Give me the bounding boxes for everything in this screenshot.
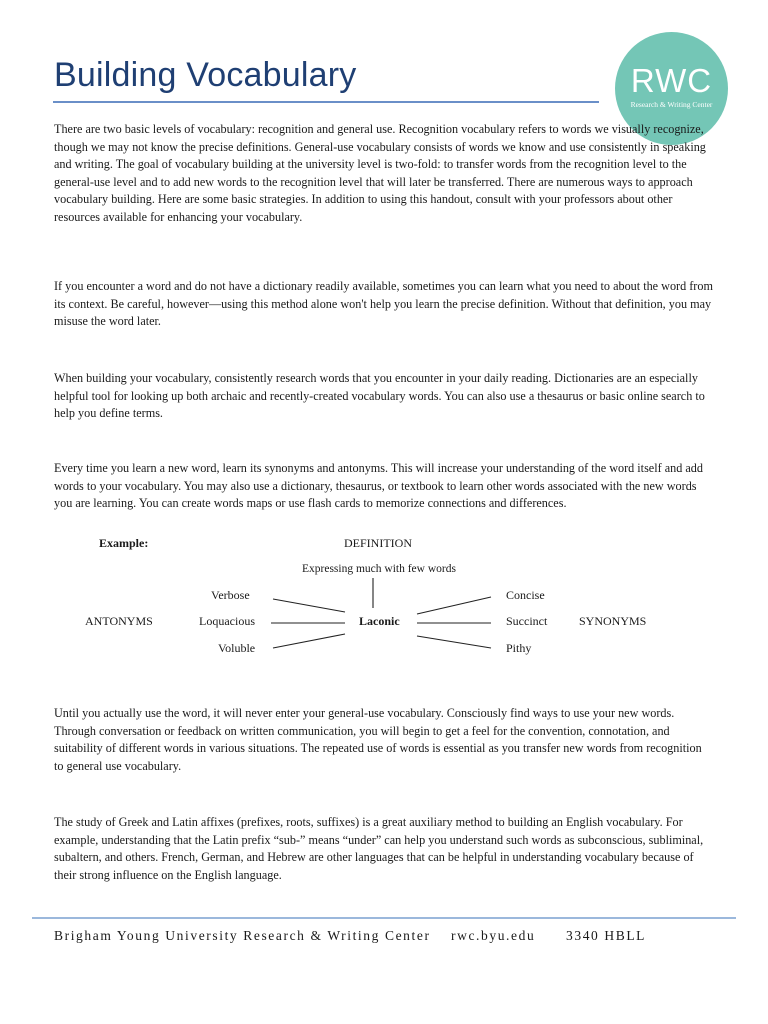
- synonym-connector: [417, 597, 491, 614]
- logo-subtitle: Research & Writing Center: [630, 100, 713, 109]
- word-map-diagram: [0, 530, 768, 660]
- title-underline: [53, 101, 599, 103]
- footer-location: 3340 HBLL: [566, 928, 647, 943]
- synonym-word: Pithy: [506, 641, 532, 655]
- logo-mark: RWC: [630, 62, 713, 99]
- antonym-word: Loquacious: [199, 614, 255, 628]
- definition-label: DEFINITION: [344, 536, 412, 550]
- footer-rule: [32, 917, 736, 919]
- page-title: Building Vocabulary: [54, 56, 357, 94]
- antonym-word: Verbose: [211, 588, 250, 602]
- synonym-word: Succinct: [506, 614, 548, 628]
- affixes-paragraph: The study of Greek and Latin affixes (prefixes, roots, suffixes) is a great auxiliary method to building an English vocabulary. For example, understanding that the Latin prefix “sub-” means “under” can help you understand such words as subconscious, subliminal, subaltern, and others. French, German, and Hebrew are other languages that can be helpful in understanding vocabulary because of their strong influence on the English language.: [54, 815, 704, 882]
- synonym-connector: [417, 636, 491, 648]
- synonyms-label: SYNONYMS: [579, 614, 647, 628]
- antonym-connector: [273, 599, 345, 612]
- antonym-connector: [273, 634, 345, 648]
- research-paragraph: When building your vocabulary, consistently research words that you encounter in your daily reading. Dictionaries are an especially helpful tool for looking up both archaic and recently-created vocabulary words. You can also use a thesaurus or basic online search to help you define terms.: [54, 371, 705, 420]
- definition-text: Expressing much with few words: [302, 563, 456, 575]
- footer-url: rwc.byu.edu: [451, 928, 536, 943]
- example-label: Example:: [99, 536, 149, 550]
- antonym-word: Voluble: [218, 641, 256, 655]
- intro-paragraph: There are two basic levels of vocabulary: recognition and general use. Recognition vocabulary refers to words we visually recognize, though we may not know the precise definitions. General-use vocabulary consists of words we know and use consistently in speaking and writing. The goal of vocabulary building at the university level is two-fold: to transfer words from the recognition level to the general-use level and to add new words to the recognition level that will later be transferred. There are numerous ways to approach vocabulary building. Here are some basic strategies. In addition to using this handout, consult with your professors about other resources available for enhancing your vocabulary.: [54, 122, 706, 224]
- synonyms-antonyms-paragraph: Every time you learn a new word, learn its synonyms and antonyms. This will increase your understanding of the word itself and add words to your vocabulary. You may also use a dictionary, thesaurus, or textbook to learn other words associated with the new words you are learning. You can create words maps or use flash cards to memorize connections and differences.: [54, 461, 703, 510]
- footer-org: Brigham Young University Research & Writing Center: [54, 928, 431, 943]
- antonyms-label: ANTONYMS: [85, 614, 153, 628]
- synonym-word: Concise: [506, 588, 545, 602]
- center-word: Laconic: [359, 614, 400, 628]
- context-paragraph: If you encounter a word and do not have a dictionary readily available, sometimes you can learn what you need to about the word from its context. Be careful, however—using this method alone won't help you learn the precise definition. Without that definition, you may misuse the word later.: [54, 279, 713, 328]
- usage-paragraph: Until you actually use the word, it will never enter your general-use vocabulary. Consciously find ways to use your new words. Through conversation or feedback on written communication, you will begin to get a feel for the convention, connotation, and suitability of different words in various situations. The repeated use of words is essential as you transfer new words from recognition to general use vocabulary.: [54, 706, 702, 773]
